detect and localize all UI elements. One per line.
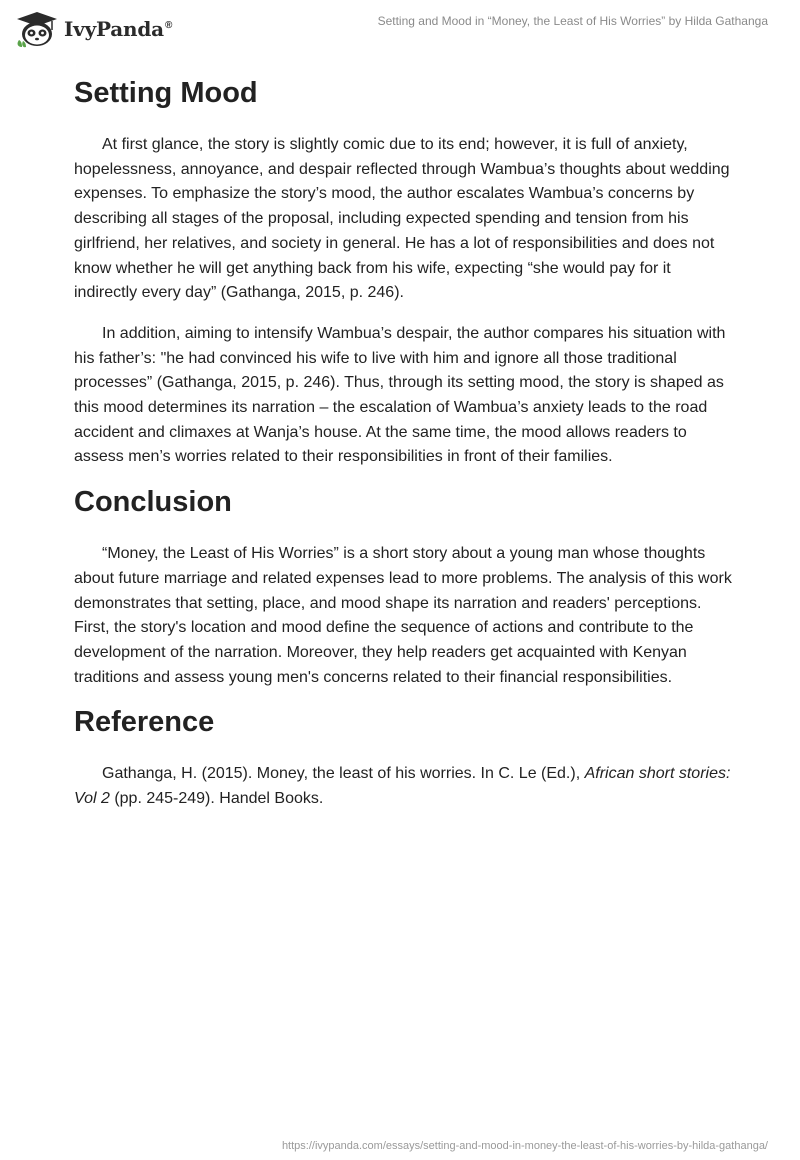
logo-text: IvyPanda® bbox=[64, 17, 173, 41]
paragraph-setting-mood-2: In addition, aiming to intensify Wambua’s despair, the author compares his situation with his father’s: "he had convinced his wife to live with him and ignore all those traditional processes” (Gathanga, 2015, p. 246). Thus, through its setting mood, the story is shaped as this mood determines its narration – the escalation of Wambua’s anxiety leads to the road accident and climaxes at Wanja’s house. At the same time, the mood allows readers to assess men’s worries related to their responsibilities in front of their families. bbox=[74, 324, 726, 466]
paragraph-setting-mood-1: At first glance, the story is slightly comic due to its end; however, it is full of anxiety, hopelessness, annoyance, and despair reflected through Wambua’s thoughts about wedding expenses. To emphasize the story’s mood, the author escalates Wambua’s concerns by describing all stages of the proposal, including expected spending and tension from his girlfriend, her relatives, and society in general. He has a lot of responsibilities and does not know whether he will get anything back from his wife, expecting “she would pay for it indirectly every day” (Gathanga, 2015, p. 246). bbox=[74, 136, 730, 302]
document-title: Setting and Mood in “Money, the Least of His Worries” by Hilda Gathanga bbox=[377, 14, 768, 28]
section-heading-reference: Reference bbox=[74, 706, 215, 739]
panda-graduate-icon bbox=[14, 10, 60, 48]
reference-citation bbox=[74, 762, 734, 811]
page-header bbox=[0, 0, 800, 60]
citation-text: Gathanga, H. (2015). Money, the least of his worries. In C. Le (Ed.), bbox=[102, 765, 585, 783]
paragraph-conclusion: “Money, the Least of His Worries” is a short story about a young man whose thoughts about future marriage and related expenses lead to more problems. The analysis of this work demonstrates that setting, place, and mood shape its narration and readers' perceptions. First, the story's location and mood define the sequence of actions and contribute to the development of the narration. Moreover, they help readers get acquainted with Kenyan traditions and assess young men's concerns related to their financial responsibilities. bbox=[74, 545, 732, 686]
section-heading-setting-mood: Setting Mood bbox=[74, 77, 258, 109]
ivypanda-logo[interactable] bbox=[14, 10, 172, 48]
citation-book-title: African short stories: Vol 2 bbox=[74, 765, 731, 808]
citation-publisher: (pp. 245-249). Handel Books. bbox=[109, 790, 324, 808]
essay-content bbox=[74, 70, 734, 812]
source-url[interactable]: https://ivypanda.com/essays/setting-and-mood-in-money-the-least-of-his-worries-by-hilda-gathanga/ bbox=[281, 1140, 768, 1152]
section-heading-conclusion: Conclusion bbox=[74, 486, 232, 519]
